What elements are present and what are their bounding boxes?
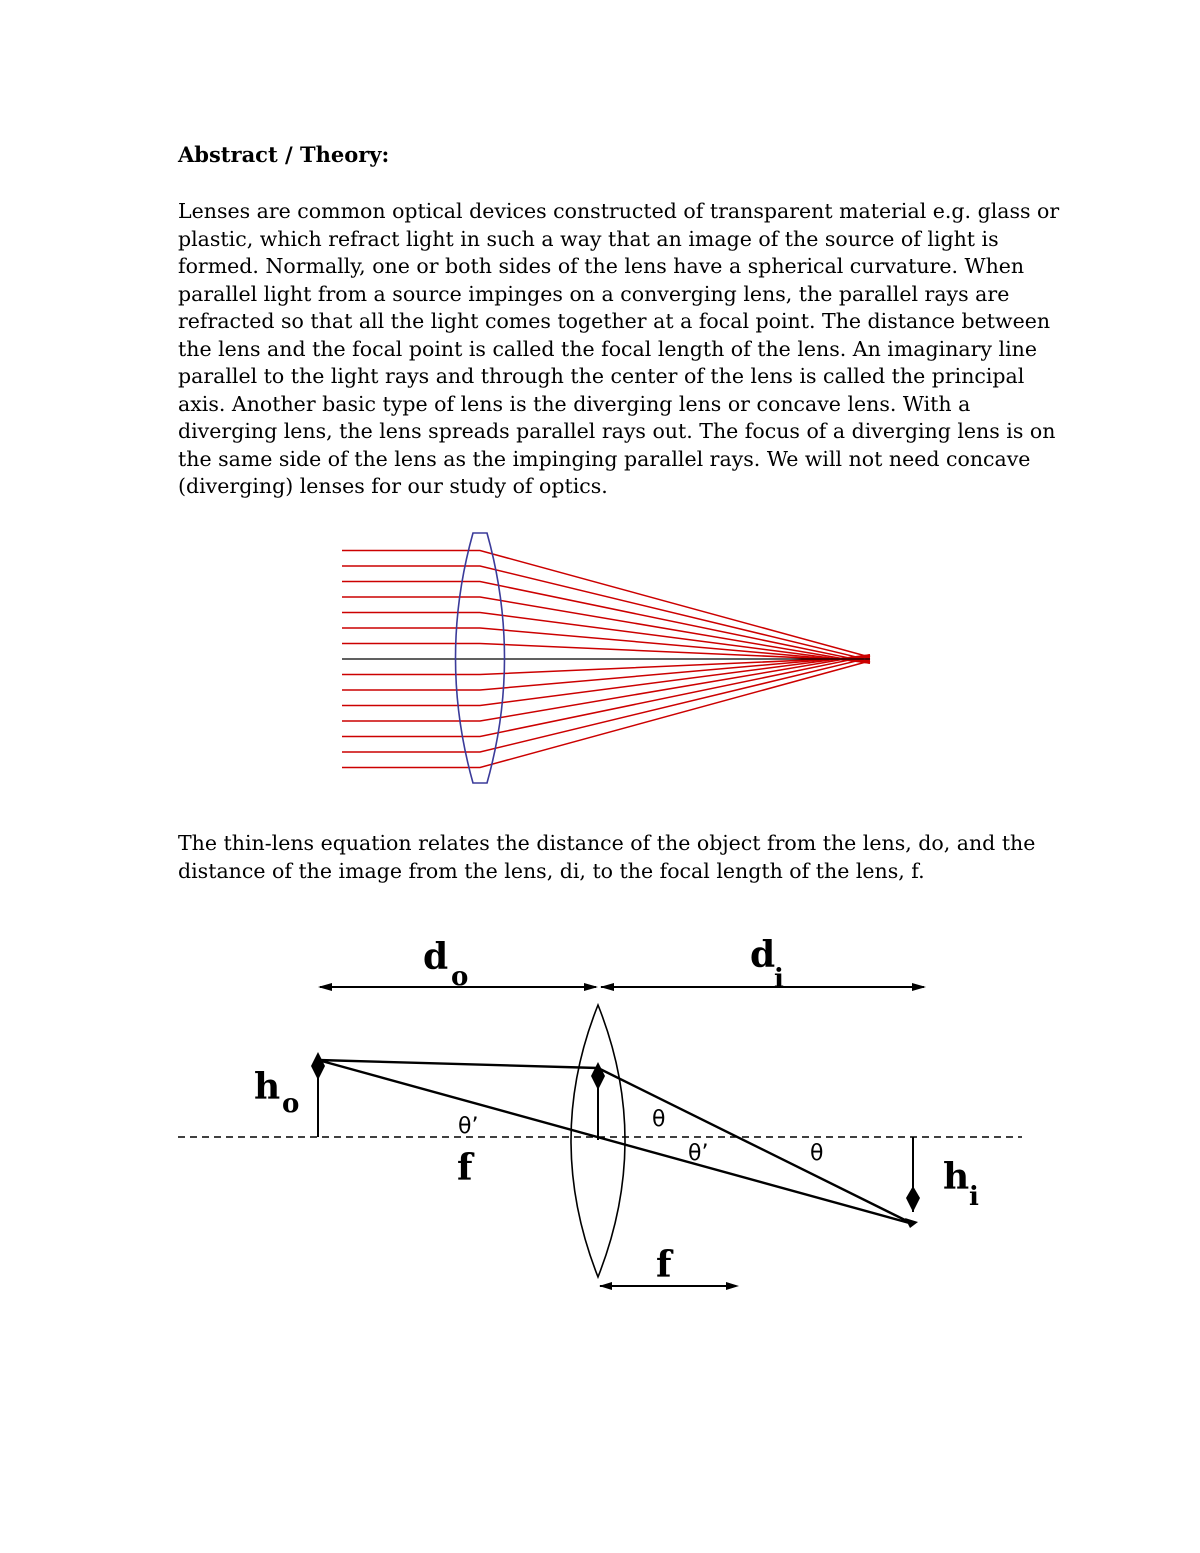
text-line: distance of the image from the lens, di, to the focal length of the lens, f. <box>178 858 925 883</box>
lens-outline <box>571 1005 625 1277</box>
chief-ray <box>318 1060 913 1224</box>
di-subscript: i <box>774 964 784 994</box>
text-line: parallel light from a source impinges on a converging lens, the parallel rays are <box>178 281 1010 306</box>
theta-label: θ <box>652 1107 666 1132</box>
text-line: parallel to the light rays and through the center of the lens is called the principal <box>178 364 1025 388</box>
f-label-left: f <box>457 1147 473 1189</box>
text-line: plastic, which refract light in such a way that an image of the source of light is <box>178 226 999 251</box>
f-label-bottom: f <box>656 1244 672 1286</box>
parallel-ray <box>318 1060 598 1068</box>
do-label: d <box>423 936 449 978</box>
refracted-ray <box>598 1068 913 1224</box>
text-line: diverging lens, the lens spreads parallel rays out. The focus of a diverging lens is on <box>178 419 1056 443</box>
di-label: d <box>750 934 776 976</box>
text-line: Lenses are common optical devices constructed of transparent material e.g. glass or <box>178 199 1060 223</box>
image-arrowhead <box>906 1186 920 1212</box>
text-line: the same side of the lens as the impinging parallel rays. We will not need concave <box>178 446 1031 471</box>
theta-prime-label: θ’ <box>458 1114 479 1139</box>
text-line: the lens and the focal point is called the focal length of the lens. An imaginary line <box>178 336 1037 361</box>
arrowhead <box>726 1282 739 1290</box>
arrowhead <box>600 983 614 991</box>
object-arrowhead <box>311 1052 325 1080</box>
hi-subscript: i <box>969 1182 979 1212</box>
lens-height-arrowhead <box>591 1062 605 1090</box>
arrowhead <box>599 1282 612 1290</box>
theta-prime-label: θ’ <box>688 1141 709 1166</box>
theta-label: θ <box>810 1141 824 1166</box>
ho-label: h <box>254 1066 281 1108</box>
arrowhead <box>912 983 926 991</box>
hi-label: h <box>943 1156 970 1198</box>
text-line: refracted so that all the light comes together at a focal point. The distance between <box>178 309 1051 333</box>
ho-subscript: o <box>282 1089 300 1119</box>
do-subscript: o <box>451 962 469 992</box>
arrowhead <box>318 983 332 991</box>
section-heading: Abstract / Theory: <box>178 142 390 167</box>
arrowhead <box>584 983 598 991</box>
text-line: formed. Normally, one or both sides of the lens have a spherical curvature. When <box>178 254 1025 278</box>
text-line: The thin-lens equation relates the distance of the object from the lens, do, and the <box>178 831 1036 855</box>
text-line: axis. Another basic type of lens is the diverging lens or concave lens. With a <box>178 391 971 416</box>
text-line: (diverging) lenses for our study of optics. <box>178 474 608 498</box>
